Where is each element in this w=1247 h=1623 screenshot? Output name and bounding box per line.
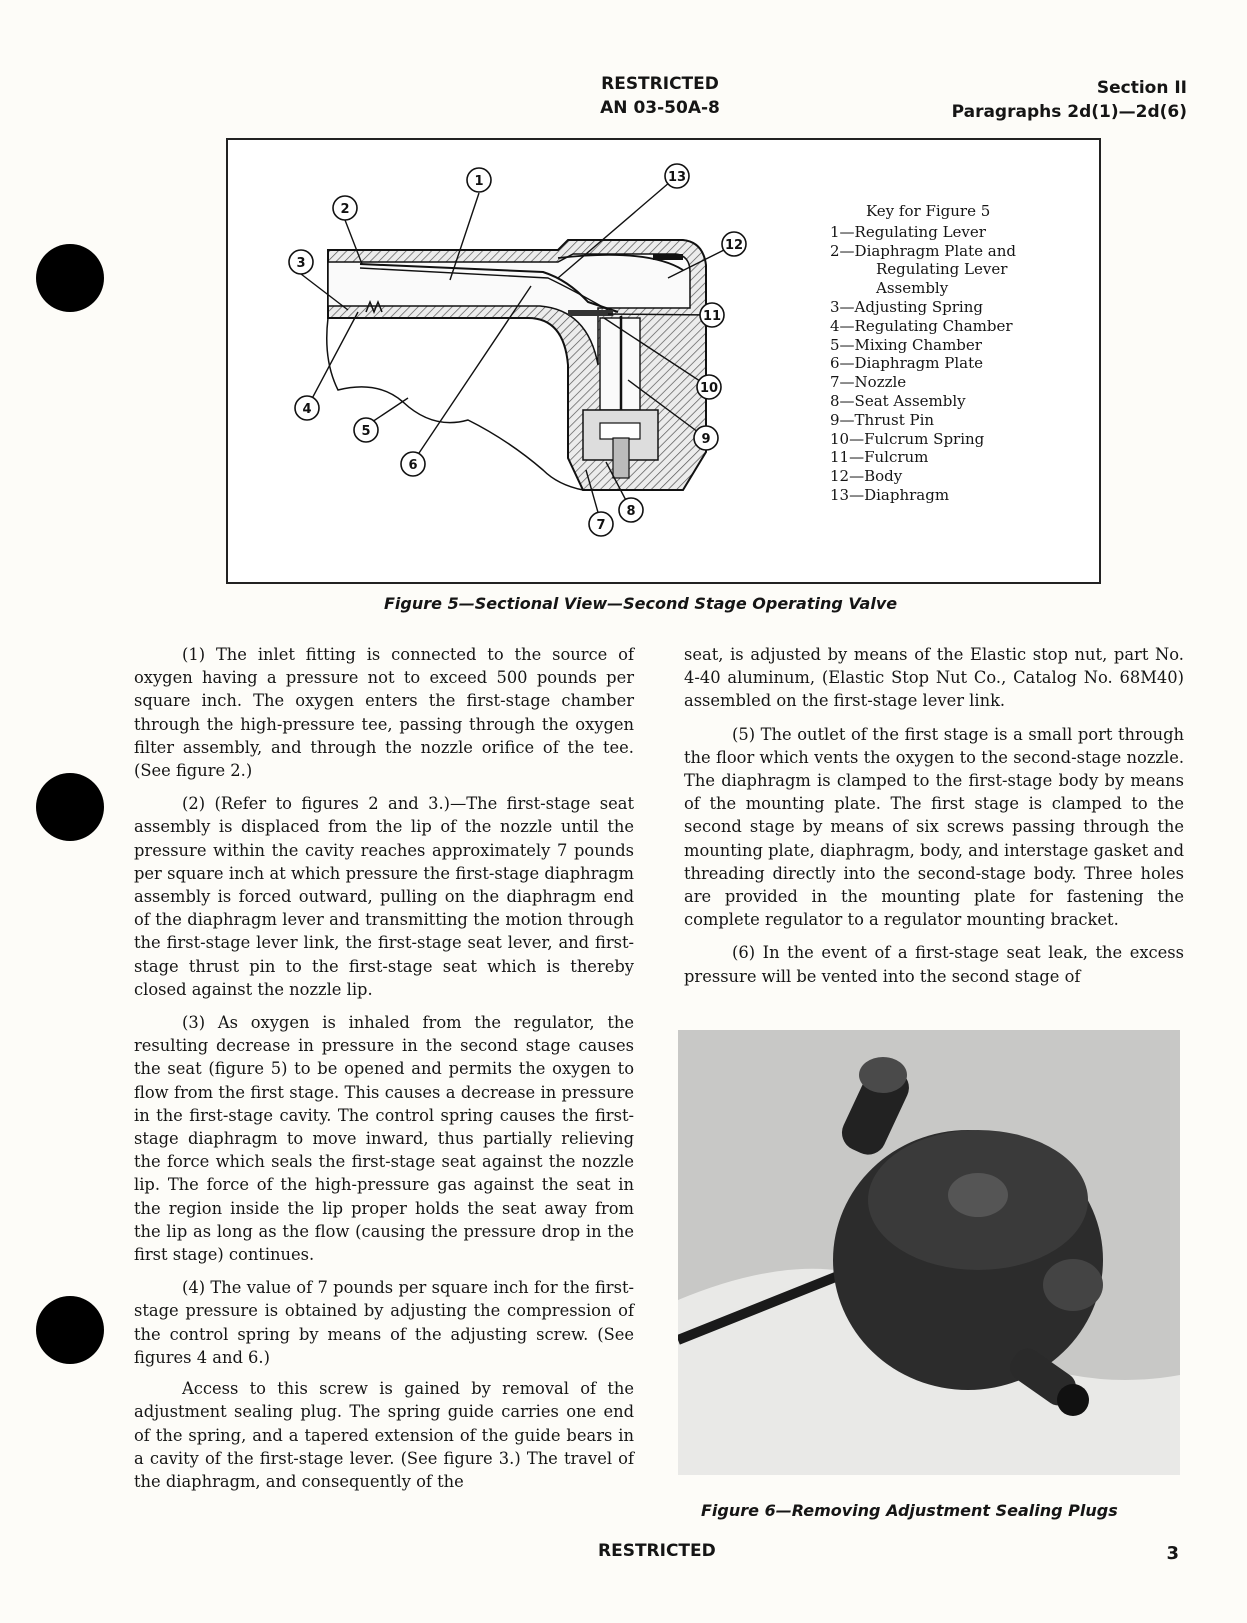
paragraph-4: (4) The value of 7 pounds per square inch for the first-stage pressure is obtained by adjusting the compression of the control spring by means of the adjusting screw. (See figures 4 and 6.) (134, 1278, 634, 1367)
header-center (560, 72, 760, 120)
callout-11 (700, 303, 724, 327)
key-item-3: 3—Adjusting Spring (830, 297, 983, 316)
callout-3 (289, 250, 313, 274)
header-restricted: RESTRICTED (601, 74, 719, 94)
figure-5-key (830, 202, 1016, 505)
key-item-13: 13—Diaphragm (830, 485, 950, 504)
svg-text:10: 10 (699, 381, 719, 396)
header-section: Section II (1096, 78, 1187, 98)
callout-9 (694, 426, 718, 450)
key-item-7: 7—Nozzle (830, 373, 907, 392)
binder-hole-bottom (36, 1296, 104, 1364)
key-title: Key for Figure 5 (866, 202, 991, 220)
callout-13 (665, 164, 689, 188)
key-item-11: 11—Fulcrum (830, 448, 929, 467)
paragraph-4-end: seat, is adjusted by means of the Elastic stop nut, part No. 4-40 aluminum, (Elastic Stop Nut Co., Catalog No. 68M40) assembled on the first-stage lever link. (684, 645, 1184, 711)
header-right (952, 76, 1187, 124)
callout-12 (722, 232, 746, 256)
key-item-8: 8—Seat Assembly (830, 391, 966, 410)
key-item-10: 10—Fulcrum Spring (830, 429, 985, 448)
svg-text:9: 9 (701, 432, 711, 447)
key-item-6: 6—Diaphragm Plate (830, 354, 984, 373)
left-column (134, 643, 634, 1503)
regulator-photo-illustration (678, 1030, 1180, 1475)
figure-5-diagram (228, 140, 828, 580)
callout-7 (589, 512, 613, 536)
paragraph-6: (6) In the event of a first-stage seat leak, the excess pressure will be vented into the second stage of (684, 943, 1184, 986)
paragraph-1: (1) The inlet fitting is connected to the source of oxygen having a pressure not to exceed 500 pounds per square inch. The oxygen enters the first-stage chamber through the high-pressure tee, passing through the oxygen filter assembly, and through the nozzle orifice of the tee. (See figure 2.) (134, 645, 634, 781)
figure-6-caption: Figure 6—Removing Adjustment Sealing Plugs (701, 1501, 1118, 1520)
svg-text:12: 12 (724, 238, 744, 253)
callout-4 (295, 396, 319, 420)
key-item-4: 4—Regulating Chamber (830, 316, 1013, 335)
binder-hole-middle (36, 773, 104, 841)
svg-text:6: 6 (408, 458, 418, 473)
key-item-9: 9—Thrust Pin (830, 410, 935, 429)
header-doc-number: AN 03-50A-8 (600, 98, 720, 118)
svg-text:13: 13 (667, 170, 687, 185)
page-number: 3 (1166, 1543, 1179, 1564)
svg-text:8: 8 (626, 504, 636, 519)
key-item-2-cont2: Assembly (876, 279, 949, 298)
svg-text:11: 11 (702, 309, 722, 324)
callout-10 (697, 375, 721, 399)
paragraph-4-cont: Access to this screw is gained by removal of the adjustment sealing plug. The spring guide carries one end of the spring, and a tapered extension of the guide bears in a cavity of the first-stage lever. (See figure 3.) The travel of the diaphragm, and consequently of the (134, 1379, 634, 1491)
header-paragraphs: Paragraphs 2d(1)—2d(6) (951, 102, 1187, 122)
callout-6 (401, 452, 425, 476)
figure-5-caption: Figure 5—Sectional View—Second Stage Operating Valve (384, 594, 898, 613)
key-item-5: 5—Mixing Chamber (830, 335, 982, 354)
paragraph-3: (3) As oxygen is inhaled from the regulator, the resulting decrease in pressure in the second stage causes the seat (figure 5) to be opened and permits the oxygen to flow from the first stage. This causes a decrease in pressure in the first-stage cavity. The control spring causes the first-stage diaphragm to move inward, thus partially relieving the force which seals the first-stage seat against the nozzle lip. The force of the high-pressure gas against the seat in the region inside the lip proper holds the seat away from the lip as long as the flow (causing the pressure drop in the first stage) continues. (134, 1013, 634, 1265)
right-column (684, 643, 1184, 998)
svg-text:1: 1 (474, 174, 484, 189)
callout-5 (354, 418, 378, 442)
callout-8 (619, 498, 643, 522)
svg-text:4: 4 (302, 402, 312, 417)
svg-text:3: 3 (296, 256, 306, 271)
key-item-1: 1—Regulating Lever (830, 222, 986, 241)
paragraph-5: (5) The outlet of the first stage is a small port through the floor which vents the oxygen to the second-stage nozzle. The diaphragm is clamped to the first-stage body by means of the mounting plate. The first stage is clamped to the second stage by means of six screws passing through the mounting plate, diaphragm, body, and interstage gasket and threading directly into the second-stage body. Three holes are provided in the mounting plate for fastening the complete regulator to a regulator mounting bracket. (684, 724, 1184, 930)
callout-1 (467, 168, 491, 192)
key-item-12: 12—Body (830, 467, 903, 486)
svg-text:2: 2 (340, 202, 350, 217)
svg-text:5: 5 (361, 424, 371, 439)
svg-text:7: 7 (596, 518, 606, 533)
figure-6-photo (678, 1030, 1180, 1475)
footer-restricted: RESTRICTED (598, 1541, 716, 1561)
key-item-2-cont: Regulating Lever (876, 260, 1008, 279)
key-item-2: 2—Diaphragm Plate and (830, 241, 1016, 260)
paragraph-2: (2) (Refer to figures 2 and 3.)—The first-stage seat assembly is displaced from the lip of the nozzle until the pressure within the cavity reaches approximately 7 pounds per square inch at which pressure the first-stage diaphragm assembly is forced outward, pulling on the diaphragm end of the diaphragm lever and transmitting the motion through the first-stage lever link, the first-stage seat lever, and first-stage thrust pin to the first-stage seat which is thereby closed against the nozzle lip. (134, 794, 634, 999)
callout-2 (333, 196, 357, 220)
binder-hole-top (36, 244, 104, 312)
